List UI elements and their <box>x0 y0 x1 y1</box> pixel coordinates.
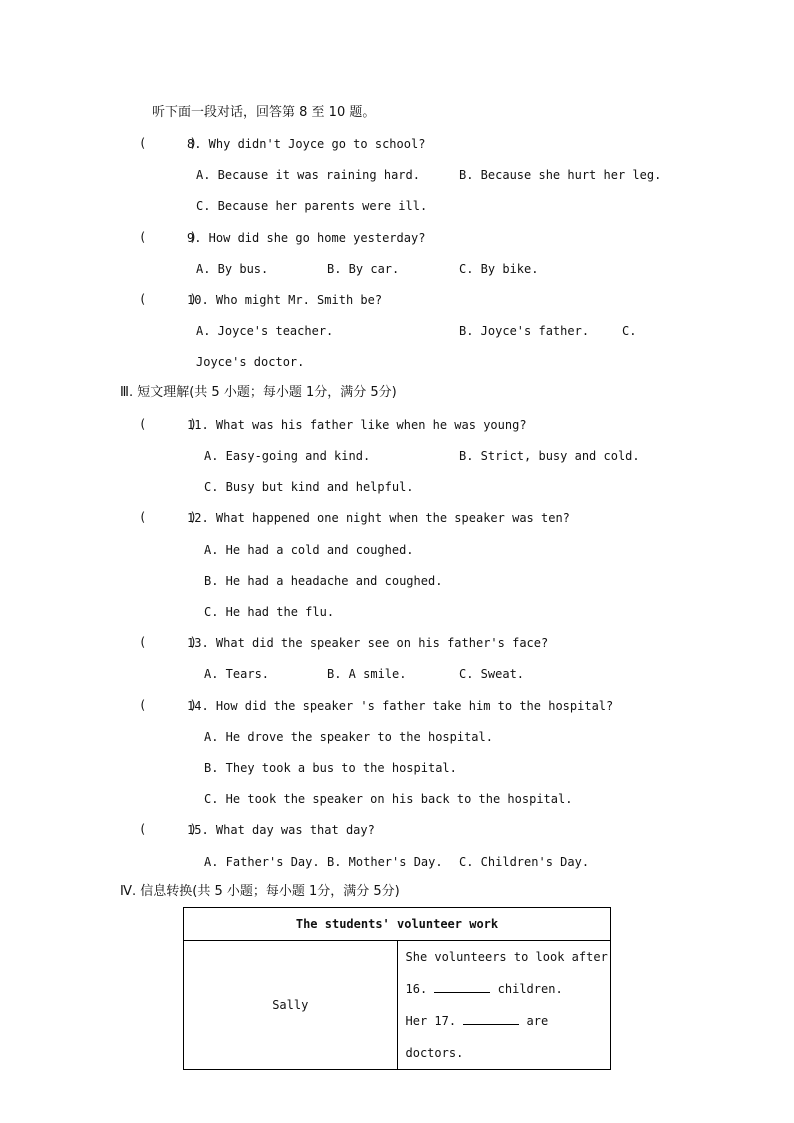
question-9-option-b: B. By car. <box>327 262 400 276</box>
info-line-1-tail: children. <box>497 982 563 996</box>
listening-instruction: 听下面一段对话，回答第 8 至 10 题。 <box>152 105 376 120</box>
section-3-heading: Ⅲ. 短文理解(共 5 小题；每小题 1分，满分 5分) <box>120 385 397 400</box>
question-10-option-c-text: Joyce's doctor. <box>196 355 305 369</box>
question-10-option-a: A. Joyce's teacher. <box>196 324 334 338</box>
table-title: The students' volunteer work <box>184 908 611 941</box>
question-14-option-b: B. They took a bus to the hospital. <box>204 761 457 775</box>
question-13-option-b: B. A smile. <box>327 667 407 681</box>
answer-paren-14[interactable]: ( ) <box>139 698 197 712</box>
question-11-option-a: A. Easy-going and kind. <box>204 449 371 463</box>
question-15-option-a: A. Father's Day. <box>204 855 320 869</box>
question-12-option-c: C. He had the flu. <box>204 605 335 619</box>
info-line-2 <box>406 1005 611 1069</box>
question-13-stem: 13. What did the speaker see on his father's face? <box>187 636 549 650</box>
question-14-option-c: C. He took the speaker on his back to the hospital. <box>204 792 573 806</box>
question-8-stem: 8. Why didn't Joyce go to school? <box>187 137 426 151</box>
question-9-stem: 9. How did she go home yesterday? <box>187 231 426 245</box>
question-9-option-a: A. By bus. <box>196 262 269 276</box>
blank-17[interactable] <box>463 1013 519 1025</box>
question-8-option-b: B. Because she hurt her leg. <box>459 168 662 182</box>
question-11-option-c: C. Busy but kind and helpful. <box>204 480 414 494</box>
question-12-option-a: A. He had a cold and coughed. <box>204 543 414 557</box>
question-10-option-b: B. Joyce's father. <box>459 324 590 338</box>
answer-paren-10[interactable]: ( ) <box>139 292 197 306</box>
answer-paren-13[interactable]: ( ) <box>139 635 197 649</box>
question-15-option-b: B. Mother's Day. <box>327 855 443 869</box>
question-8-option-c: C. Because her parents were ill. <box>196 199 428 213</box>
answer-paren-8[interactable]: ( ) <box>139 136 197 150</box>
question-15-option-c: C. Children's Day. <box>459 855 590 869</box>
student-name-cell: Sally <box>184 941 398 1070</box>
volunteer-work-table <box>183 907 611 1070</box>
question-15-stem: 15. What day was that day? <box>187 823 375 837</box>
student-info-cell <box>397 941 611 1070</box>
question-13-option-c: C. Sweat. <box>459 667 525 681</box>
section-4-heading: Ⅳ. 信息转换(共 5 小题；每小题 1分，满分 5分) <box>120 884 400 899</box>
question-11-stem: 11. What was his father like when he was young? <box>187 418 527 432</box>
answer-paren-11[interactable]: ( ) <box>139 417 197 431</box>
info-line-2-text: Her 17. <box>405 1014 457 1028</box>
blank-16[interactable] <box>434 981 490 993</box>
question-10-option-c-label: C. <box>622 324 637 338</box>
info-line-1 <box>406 941 611 1005</box>
answer-paren-12[interactable]: ( ) <box>139 510 197 524</box>
question-12-option-b: B. He had a headache and coughed. <box>204 574 443 588</box>
question-8-option-a: A. Because it was raining hard. <box>196 168 420 182</box>
question-9-option-c: C. By bike. <box>459 262 539 276</box>
question-13-option-a: A. Tears. <box>204 667 270 681</box>
question-12-stem: 12. What happened one night when the speaker was ten? <box>187 511 570 525</box>
info-line-2-tail: are doctors. <box>405 1014 549 1060</box>
question-10-stem: 10. Who might Mr. Smith be? <box>187 293 383 307</box>
info-line-1-text: She volunteers to look after 16. <box>405 950 608 996</box>
question-14-option-a: A. He drove the speaker to the hospital. <box>204 730 493 744</box>
question-11-option-b: B. Strict, busy and cold. <box>459 449 640 463</box>
answer-paren-9[interactable]: ( ) <box>139 230 197 244</box>
answer-paren-15[interactable]: ( ) <box>139 822 197 836</box>
question-14-stem: 14. How did the speaker 's father take him to the hospital? <box>187 699 614 713</box>
